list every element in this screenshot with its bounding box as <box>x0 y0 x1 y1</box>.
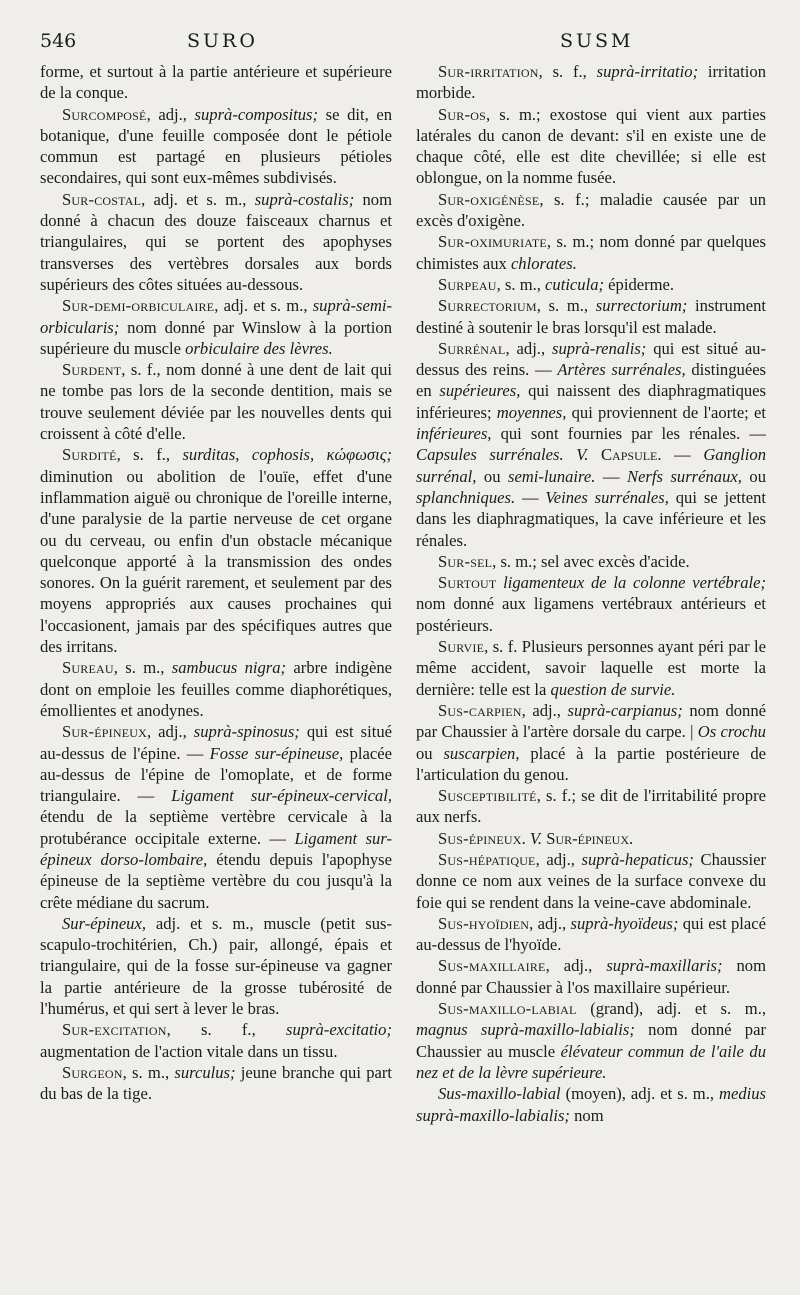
entry-text: nom <box>569 1105 604 1125</box>
entry-italic-text: inférieures, <box>416 424 492 444</box>
entry-cross-reference: Capsule. <box>600 445 662 465</box>
dictionary-entry-sur-oxigenese <box>416 189 766 232</box>
entry-text: , s. f., nom donné à une dent de lait qui ne tombe pas lors de la seconde dentition, mais se trouve seulement déviée par les nouvelles dents qui croissent à côté d'elle. <box>40 360 392 444</box>
entry-italic-text: suprà-excitatio; <box>286 1020 392 1040</box>
dictionary-entry-survie <box>416 636 766 700</box>
left-running-head: SURO <box>187 30 258 52</box>
entry-text: , s. f., <box>166 1020 286 1040</box>
entry-text: nom donné par Chaussier à l'os maxillaire supérieur. <box>416 956 767 997</box>
entry-italic-text: V. <box>576 445 589 465</box>
entry-text: ou <box>476 466 508 486</box>
entry-text: , s. m., <box>496 274 546 294</box>
entry-text: ou <box>741 466 766 486</box>
entry-text: qui naissent des diaphragmatiques inférieures; <box>416 381 766 422</box>
entry-italic-text: suprà-carpianus; <box>567 700 683 720</box>
dictionary-entry-sur-epineux <box>40 721 392 913</box>
page-header <box>40 30 764 60</box>
entry-headword: Surcomposé <box>62 104 147 124</box>
dictionary-entry-sur-excitation <box>40 1019 392 1062</box>
entry-text: , s. m.; exostose qui vient aux parties latérales du canon de devant: s'il en existe une de chaque côté, elle est dite chevillée; si elle est oblongue, on la nomme fusée. <box>416 104 766 188</box>
entry-headword: Sus-hépatique <box>438 849 536 869</box>
entry-italic-text: Fosse sur-épineuse, <box>209 743 344 763</box>
entry-text: irritation morbide. <box>416 62 766 103</box>
entry-text: , s. m.; sel avec excès d'acide. <box>492 551 690 571</box>
entry-headword: Susceptibilité <box>438 786 537 806</box>
entry-italic-text: cuticula; <box>545 274 605 294</box>
entry-italic-text: Ligament sur-épineux-cervical, <box>171 786 392 806</box>
dictionary-entry-surtout <box>416 572 766 636</box>
entry-text <box>588 445 601 464</box>
entry-italic-text: suprà-maxillaris; <box>606 956 723 976</box>
entry-headword: Sus-maxillaire <box>438 956 546 976</box>
entry-text: — <box>661 445 704 465</box>
entry-italic-text: Capsules surrénales. <box>416 445 564 465</box>
entry-headword: Sus-hyoïdien <box>438 913 530 933</box>
entry-italic-text: Os crochu <box>697 722 766 742</box>
entry-headword: Sur-épineux <box>62 722 147 742</box>
entry-text: , adj., <box>529 913 571 933</box>
entry-italic-text: Nerfs surrénaux, <box>627 466 742 486</box>
entry-italic-text: suprà-costalis; <box>254 189 355 209</box>
right-column <box>416 61 766 1126</box>
entry-text: , s. f., <box>116 445 183 465</box>
entry-text: , adj., <box>505 338 552 358</box>
entry-text: qui est situé au-dessus de l'épine. — <box>40 722 392 763</box>
entry-italic-text: Artères surrénales, <box>557 360 686 380</box>
entry-headword: Sur-demi-orbiculaire <box>62 296 215 316</box>
entry-text: , s. m., <box>122 1062 175 1082</box>
entry-text: , adj. et s. m., <box>141 189 255 209</box>
dictionary-entry-sur-epineux-muscle <box>40 913 392 1019</box>
entry-italic-text: suprà-hyoïdeus; <box>570 913 679 933</box>
entry-text: , s. f.; se dit de l'irritabilité propre aux nerfs. <box>416 786 766 827</box>
dictionary-entry-sur-irritation <box>416 61 766 104</box>
entry-italic-text: Sus-maxillo-labial <box>438 1084 561 1104</box>
entry-italic-text: Veines surrénales, <box>545 487 669 507</box>
entry-italic-text: chlorates. <box>510 253 577 273</box>
entry-text: nom donné par Chaussier au muscle <box>416 1020 766 1061</box>
entry-headword: Sur-irritation <box>438 62 539 81</box>
entry-italic-text: question de survie. <box>550 679 676 699</box>
dictionary-entry-surcompose <box>40 104 392 189</box>
entry-headword: Sur-costal <box>62 189 142 209</box>
entry-italic-text: suprà-hepaticus; <box>581 849 694 869</box>
right-running-head: SUSM <box>560 30 634 52</box>
entry-text: adj. et s. m., muscle (petit sus-scapulo-trochitérien, Ch.) pair, allongé, épais et triangulaire, qui de la fosse sur-épineuse va gagner la partie antérieure de la grosse tubérosité de l'humérus, et qui sert à lever le bras. <box>40 913 392 1019</box>
entry-text: épiderme. <box>604 274 675 294</box>
dictionary-entry-surrenal <box>416 338 766 551</box>
dictionary-entry-sur-demi-orbiculaire <box>40 295 392 359</box>
entry-text: arbre indigène dont on emploie les feuilles comme diaphorétiques, émollientes et anodynes. <box>40 658 392 720</box>
entry-headword: Surdent <box>62 360 122 380</box>
entry-headword: Sur-excitation <box>62 1020 167 1040</box>
entry-text: forme, et surtout à la partie antérieure et supérieure de la conque. <box>40 62 392 103</box>
entry-text: — <box>515 487 546 507</box>
dictionary-entry-sus-maxillo-labial-moyen <box>416 1083 766 1126</box>
entry-headword: Surgeon <box>62 1062 123 1082</box>
entry-italic-text: Sur-épineux, <box>62 913 146 933</box>
entry-italic-text: medius suprà-maxillo-labialis; <box>416 1084 766 1125</box>
entry-text: , adj., <box>146 104 195 124</box>
dictionary-entry-sureau <box>40 657 392 721</box>
entry-italic-text: suprà-spinosus; <box>193 722 300 742</box>
entry-headword: Sur-oxigénèse <box>438 189 540 209</box>
entry-italic-text: sambucus nigra; <box>171 658 287 678</box>
dictionary-entry-sus-hyoidien <box>416 913 766 956</box>
entry-headword: Sus-maxillo-labial <box>438 999 577 1019</box>
entry-headword: Surrectorium <box>438 296 537 316</box>
entry-text: nom donné par Chaussier à l'artère dorsale du carpe. | <box>416 700 766 742</box>
entry-text: placé à la partie postérieure de l'articulation du genou. <box>416 743 766 784</box>
entry-headword: Sus-carpien <box>438 700 522 720</box>
entry-headword: Surdité <box>62 445 117 465</box>
entry-headword: Surrénal <box>438 338 506 358</box>
dictionary-entry-sur-sel <box>416 551 766 572</box>
entry-italic-text: élévateur commun de l'aile du nez et de la lèvre supérieure. <box>416 1041 766 1082</box>
entry-text: se dit, en botanique, d'une feuille composée dont le pétiole commun est partagé en plusieurs pétioles secondaires, qui sont eux-mêmes subdivisés. <box>40 104 392 188</box>
entry-text: nom donné aux ligamens vertébraux antérieurs et postérieurs. <box>416 594 766 635</box>
entry-cross-reference: Sur-épineux. <box>546 828 634 848</box>
entry-text: qui proviennent de l'aorte; et <box>566 402 766 422</box>
entry-text: jeune branche qui part du bas de la tige. <box>40 1062 393 1104</box>
entry-headword: Sur-os <box>438 104 486 124</box>
entry-italic-text: splanchniques. <box>416 487 516 507</box>
entry-headword: Sur-sel <box>438 551 493 571</box>
entry-italic-text: suprà-compositus; <box>194 104 319 124</box>
entry-text: , s. f., <box>538 62 597 81</box>
entry-italic-text: moyennes, <box>496 402 567 422</box>
entry-text: , s. m., <box>536 296 596 316</box>
dictionary-entry-sus-maxillaire <box>416 955 766 998</box>
dictionary-entry-surdent <box>40 359 392 444</box>
entry-italic-text: ligamenteux de la colonne vertébrale; <box>503 573 766 593</box>
entry-text: . <box>521 828 530 848</box>
entry-text: , adj. et s. m., <box>214 296 313 316</box>
entry-headword: Survie <box>438 637 485 657</box>
dictionary-entry-surrectorium <box>416 295 766 338</box>
entry-text: , adj., <box>146 722 194 742</box>
entry-text: Chaussier donne ce nom aux veines de la surface convexe du foie qui se rendent dans la veine-cave abdominale. <box>416 849 767 912</box>
dictionary-entry-sur-oximuriate <box>416 231 766 274</box>
entry-text: diminution ou abolition de l'ouïe, effet d'une inflammation aiguë ou chronique de l'oreille interne, d'une paralysie de la partie nerveuse de cet organe ou du cerveau, ou enfin d'un obstacle mécanique quelconque apporté à la transmission des ondes sonores. On la guérit rarement, et seulement par des moyens appropriés aux causes prochaines qui l'occasionent, jamais par des spécifiques autres que des irritans. <box>40 466 392 657</box>
entry-italic-text: Ganglion surrénal, <box>416 445 767 486</box>
entry-headword: Sur-oximuriate <box>438 232 547 252</box>
entry-headword: Sureau <box>62 658 114 678</box>
entry-text <box>564 445 577 464</box>
dictionary-entry-surpeau <box>416 274 766 295</box>
dictionary-entry-cont <box>40 61 392 104</box>
entry-headword: Sus-épineux <box>438 828 522 848</box>
entry-text: , s. f. Plusieurs personnes ayant péri par le même accident, savoir laquelle est morte la dernière: telle est la <box>416 637 766 699</box>
dictionary-entry-sus-maxillo-labial-grand <box>416 998 766 1083</box>
entry-text: qui est situé au-dessus des reins. — <box>416 338 767 380</box>
dictionary-entry-surgeon <box>40 1062 392 1105</box>
entry-text: — <box>595 466 627 486</box>
entry-text: nom donné par Winslow à la portion supérieure du muscle <box>40 317 392 358</box>
dictionary-entry-surdite <box>40 444 392 657</box>
entry-headword: Surtout <box>438 573 497 593</box>
page-number: 546 <box>40 30 77 52</box>
entry-italic-text: suprà-irritatio; <box>596 62 699 81</box>
entry-italic-text: surculus; <box>174 1062 236 1082</box>
entry-italic-text: supérieures, <box>439 381 521 401</box>
entry-text: , adj., <box>521 700 568 720</box>
entry-text: qui se jettent dans les diaphragmatiques, la cave inférieure et les rénales. <box>416 487 766 550</box>
entry-italic-text: V. <box>529 828 543 848</box>
entry-italic-text: surrectorium; <box>595 296 688 316</box>
entry-text: , s. f.; maladie causée par un excès d'oxigène. <box>416 189 766 231</box>
entry-text: étendu de la septième vertèbre cervicale à la protubérance occipitale externe. — <box>40 807 392 848</box>
entry-text: , adj., <box>545 956 607 976</box>
entry-italic-text: semi-lunaire. <box>507 466 596 486</box>
entry-text: , s. m.; nom donné par quelques chimistes aux <box>416 232 766 273</box>
entry-text: distinguées en <box>416 360 767 401</box>
entry-text: placée au-dessus de l'épine de l'omoplate, et de forme triangulaire. — <box>40 743 392 806</box>
entry-italic-text: suprà-semi-orbicularis; <box>40 296 392 337</box>
entry-text: (grand), adj. et s. m., <box>576 999 766 1019</box>
dictionary-entry-susceptibilite <box>416 785 766 828</box>
entry-text: , adj., <box>535 849 582 869</box>
left-column <box>40 61 392 1105</box>
dictionary-entry-sur-costal <box>40 189 392 295</box>
entry-text: (moyen), adj. et s. m., <box>560 1084 719 1104</box>
entry-italic-text: orbiculaire des lèvres. <box>185 338 333 358</box>
dictionary-entry-sus-epineux <box>416 828 766 849</box>
entry-italic-text: suprà-renalis; <box>551 338 647 358</box>
entry-headword: Surpeau <box>438 274 497 294</box>
entry-italic-text: Ligament sur-épineux dorso-lombaire, <box>40 828 392 869</box>
entry-text: instrument destiné à soutenir le bras lorsqu'il est malade. <box>416 296 766 337</box>
entry-text: , s. m., <box>113 658 172 678</box>
entry-text: ou <box>416 743 444 763</box>
entry-text: qui sont fournies par les rénales. — <box>491 424 766 444</box>
entry-text: nom donné à chacun des douze faisceaux charnus et triangulaires, qui se portent des apophyses transverses des vertèbres dorsales aux bords supérieurs des côtes situées au-dessous. <box>40 189 392 294</box>
entry-italic-text: surditas, cophosis, κώφωσις; <box>182 445 392 465</box>
entry-italic-text: suscarpien, <box>443 743 520 763</box>
entry-text: étendu depuis l'apophyse épineuse de la septième vertèbre du cou jusqu'à la crête médiane du sacrum. <box>40 849 392 912</box>
entry-text: augmentation de l'action vitale dans un tissu. <box>40 1041 338 1061</box>
dictionary-entry-sur-os <box>416 104 766 189</box>
entry-text: qui est placé au-dessus de l'hyoïde. <box>416 913 766 955</box>
entry-italic-text: magnus suprà-maxillo-labialis; <box>416 1020 635 1040</box>
dictionary-entry-sus-carpien <box>416 700 766 785</box>
dictionary-entry-sus-hepatique <box>416 849 766 913</box>
